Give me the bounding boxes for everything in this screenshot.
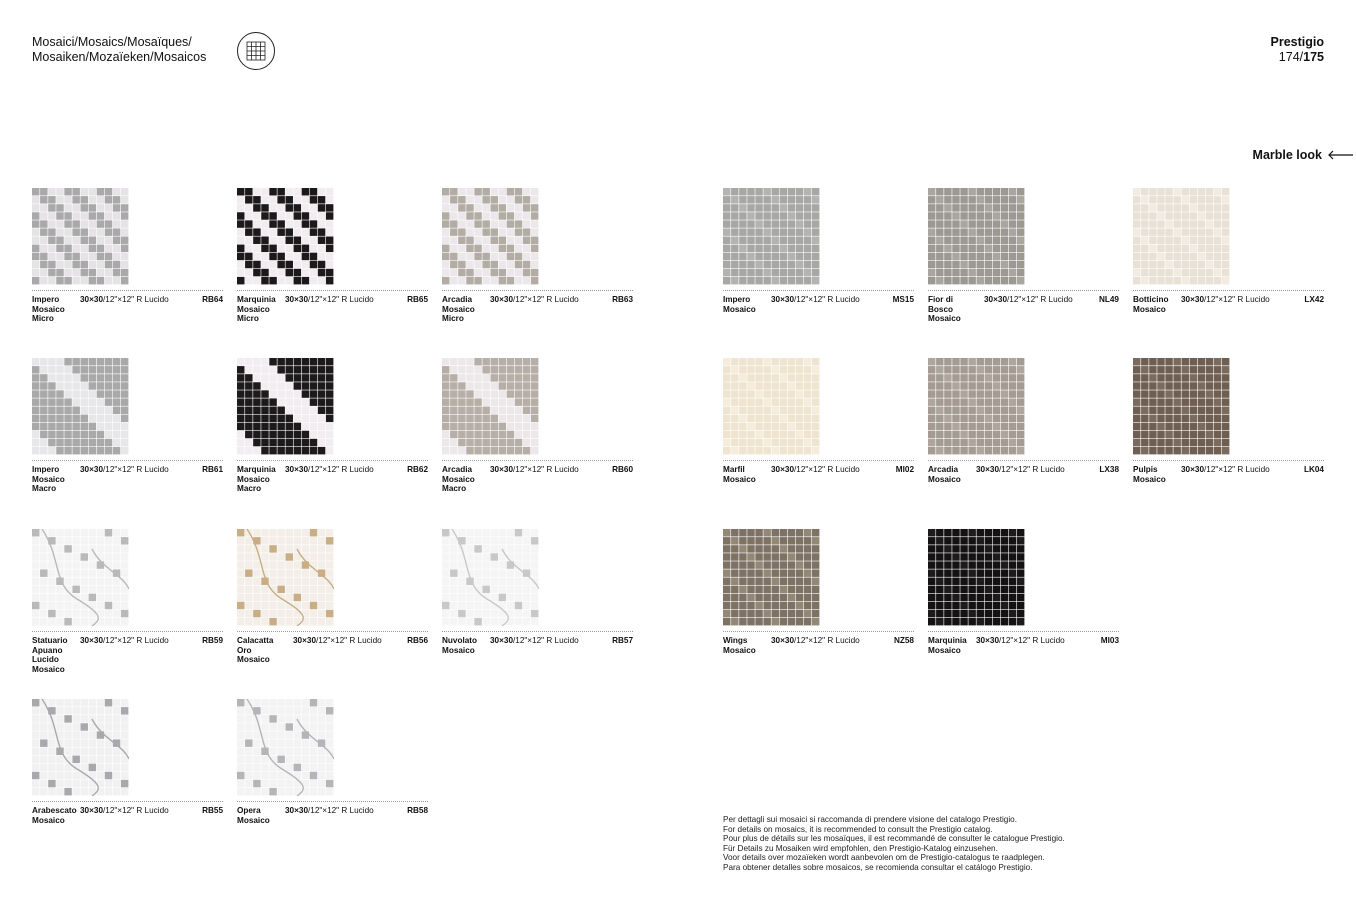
tile-name-line: Lucido [32, 655, 59, 665]
tile-code: MI03 [1100, 636, 1119, 645]
tile-size [976, 636, 1065, 646]
tile-name [928, 295, 980, 324]
tile-code: RB61 [202, 465, 223, 474]
page-right: 175 [1303, 50, 1324, 64]
tile-divider [723, 460, 914, 461]
tile-name-line: Botticino [1133, 295, 1169, 304]
tile-divider [237, 290, 428, 291]
tile-size [490, 295, 579, 305]
tile-name [928, 636, 980, 655]
tile-divider [442, 460, 633, 461]
tile-name-line: Macro [237, 484, 262, 494]
tile-divider [928, 290, 1119, 291]
tile-swatch [237, 699, 334, 796]
tile-name-line: Apuano [32, 645, 63, 655]
tile-swatch [723, 358, 820, 455]
tile-size-detail: /12"×12" R Lucido [794, 295, 860, 304]
tile-name-line: Mosaico [32, 474, 65, 484]
tile-size [1181, 465, 1270, 475]
tile-size-main: 30×30 [1181, 295, 1204, 304]
tile-size [1181, 295, 1270, 305]
tile-name [442, 636, 494, 655]
tile-name-line: Arcadia [442, 465, 473, 474]
tile-divider [237, 801, 428, 802]
product-tile-rb63 [442, 188, 633, 348]
brand-name: Prestigio [1270, 35, 1324, 49]
tile-swatch [928, 529, 1025, 626]
product-tile-rb59 [32, 529, 223, 689]
footnote-it: Per dettagli sui mosaici si raccomanda di prendere visione del catalogo Prestigio. [723, 815, 1017, 824]
tile-swatch [1133, 358, 1230, 455]
tile-name-line: Marquinia [237, 295, 276, 304]
tile-code: RB63 [612, 295, 633, 304]
tile-size-main: 30×30 [490, 465, 513, 474]
tile-size-main: 30×30 [285, 295, 308, 304]
tile-divider [442, 631, 633, 632]
tile-code: LK04 [1303, 465, 1324, 474]
footnote-de: Für Details zu Mosaiken wird empfohlen, den Prestigio-Katalog einzusehen. [723, 843, 998, 853]
tile-size-detail: /12"×12" R Lucido [513, 636, 579, 645]
tile-code: RB60 [612, 465, 633, 474]
tile-size [293, 636, 382, 646]
tile-name [32, 636, 84, 674]
tile-size-detail: /12"×12" R Lucido [1204, 295, 1270, 304]
category-line-2: Mosaiken/Mozaïeken/Mosaicos [32, 50, 207, 64]
tile-size [80, 465, 169, 475]
tile-name [442, 465, 494, 494]
page-left: 174/ [1278, 50, 1304, 64]
product-tile-lk04 [1133, 358, 1324, 518]
tile-name-line: Mosaico [723, 474, 756, 484]
tile-size-main: 30×30 [976, 465, 999, 474]
footnote-fr: Pour plus de détails sur les mosaïques, il est recommandé de consulter le catalogue Prestigio. [723, 834, 1065, 844]
tile-code: RB64 [202, 295, 223, 304]
product-tile-lx38 [928, 358, 1119, 518]
tile-size-main: 30×30 [285, 806, 308, 815]
tile-divider [928, 631, 1119, 632]
product-tile-rb62 [237, 358, 428, 518]
tile-swatch [237, 188, 334, 285]
footnote-es: Para obtener detalles sobre mosaicos, se recomienda consultar el catálogo Prestigio. [723, 862, 1033, 872]
product-tile-mi03 [928, 529, 1119, 689]
tile-size [80, 295, 169, 305]
mosaic-grid-icon [237, 32, 275, 70]
tile-size [80, 806, 169, 816]
tile-size [984, 295, 1073, 305]
product-tile-rb61 [32, 358, 223, 518]
tile-size-main: 30×30 [285, 465, 308, 474]
tile-name [237, 465, 289, 494]
footnote-en: For details on mosaics, it is recommended to consult the Prestigio catalog. [723, 824, 993, 834]
page-numbers [1271, 50, 1325, 65]
tile-divider [32, 631, 223, 632]
tile-divider [32, 290, 223, 291]
tile-code: RB58 [407, 806, 428, 815]
tile-name-line: Marquinia [237, 465, 276, 474]
tile-divider [723, 290, 914, 291]
tile-name-line: Wings [723, 636, 748, 645]
tile-size-detail: /12"×12" R Lucido [794, 636, 860, 645]
page-header-right [1271, 35, 1325, 65]
tile-name-line: Mosaico [442, 474, 475, 484]
tile-swatch [237, 358, 334, 455]
tile-name-line: Mosaico [928, 474, 961, 484]
tile-size-main: 30×30 [771, 636, 794, 645]
product-tile-rb55 [32, 699, 223, 859]
tile-name-line: Micro [442, 314, 464, 324]
tile-name [237, 295, 289, 324]
tile-divider [237, 460, 428, 461]
product-tile-rb56 [237, 529, 428, 689]
product-tile-rb64 [32, 188, 223, 348]
tile-size-detail: /12"×12" R Lucido [513, 465, 579, 474]
tile-size-detail: /12"×12" R Lucido [1007, 295, 1073, 304]
tile-name-line: Pulpis [1133, 465, 1158, 474]
tile-size [771, 636, 860, 646]
tile-code: RB59 [202, 636, 223, 645]
tile-code: RB62 [407, 465, 428, 474]
tile-code: RB55 [202, 806, 223, 815]
tile-name-line: Mosaico [723, 304, 756, 314]
tile-name [32, 806, 84, 825]
tile-name [1133, 295, 1185, 314]
tile-swatch [723, 529, 820, 626]
tile-size-detail: /12"×12" R Lucido [103, 465, 169, 474]
tile-name-line: Mosaico [237, 304, 270, 314]
tile-name [723, 465, 775, 484]
tile-code: RB57 [612, 636, 633, 645]
tile-size-main: 30×30 [293, 636, 316, 645]
tile-name-line: Arcadia [928, 465, 959, 474]
section-label-text: Marble look [1252, 148, 1322, 162]
tile-code: RB65 [407, 295, 428, 304]
tile-name-line: Fior di Bosco [928, 295, 954, 314]
tile-name-line: Micro [32, 314, 54, 324]
tile-swatch [723, 188, 820, 285]
tile-code: RB56 [407, 636, 428, 645]
tile-name [723, 636, 775, 655]
tile-name-line: Arcadia [442, 295, 473, 304]
tile-code: LX38 [1099, 465, 1119, 474]
tile-name-line: Macro [32, 484, 57, 494]
tile-size-detail: /12"×12" R Lucido [1204, 465, 1270, 474]
tile-size-detail: /12"×12" R Lucido [103, 636, 169, 645]
tile-size [285, 295, 374, 305]
tile-size-main: 30×30 [80, 806, 103, 815]
tile-size [976, 465, 1065, 475]
tile-name-line: Micro [237, 314, 259, 324]
tile-name-line: Mosaico [1133, 474, 1166, 484]
tile-name-line: Macro [442, 484, 467, 494]
tile-name-line: Opera [237, 806, 261, 815]
product-tile-ms15 [723, 188, 914, 348]
product-tile-rb57 [442, 529, 633, 689]
tile-size-detail: /12"×12" R Lucido [103, 295, 169, 304]
product-tile-lx42 [1133, 188, 1324, 348]
tile-swatch [442, 358, 539, 455]
tile-size-detail: /12"×12" R Lucido [513, 295, 579, 304]
tile-name [237, 806, 289, 825]
tile-name-line: Mosaico [1133, 304, 1166, 314]
footnote-nl: Voor details over mozaïeken wordt aanbevolen om de Prestigio-catalogus te raadplegen. [723, 853, 1045, 863]
tile-name-line: Mosaico [237, 655, 270, 665]
tile-name-line: Impero [32, 295, 60, 304]
tile-name [32, 465, 84, 494]
tile-divider [237, 631, 428, 632]
tile-name-line: Mosaico [32, 815, 65, 825]
tile-size-detail: /12"×12" R Lucido [308, 806, 374, 815]
footnote [723, 815, 1065, 873]
tile-size-detail: /12"×12" R Lucido [308, 465, 374, 474]
tile-code: NL49 [1098, 295, 1119, 304]
tile-name-line: Marfil [723, 465, 745, 474]
tile-size [285, 806, 374, 816]
tile-name [237, 636, 289, 665]
tile-divider [723, 631, 914, 632]
tile-name-line: Calacatta Oro [237, 636, 274, 655]
tile-divider [442, 290, 633, 291]
tile-divider [32, 801, 223, 802]
tile-swatch [1133, 188, 1230, 285]
tile-size-detail: /12"×12" R Lucido [103, 806, 169, 815]
tile-name [442, 295, 494, 324]
tile-code: MI02 [895, 465, 914, 474]
tile-divider [32, 460, 223, 461]
tile-size-main: 30×30 [490, 636, 513, 645]
tile-name-line: Mosaico [442, 304, 475, 314]
tile-code: MS15 [892, 295, 914, 304]
tile-name-line: Mosaico [32, 664, 65, 674]
tile-swatch [442, 188, 539, 285]
tile-size [490, 636, 579, 646]
tile-name-line: Mosaico [237, 474, 270, 484]
tile-size-main: 30×30 [80, 636, 103, 645]
tile-size [285, 465, 374, 475]
tile-swatch [32, 358, 129, 455]
tile-code: LX42 [1304, 295, 1324, 304]
tile-name-line: Nuvolato [442, 636, 478, 645]
section-label [1253, 148, 1354, 162]
product-tile-nz58 [723, 529, 914, 689]
arrow-left-icon [1328, 150, 1354, 160]
tile-swatch [32, 529, 129, 626]
tile-name-line: Statuario [32, 636, 68, 645]
tile-size [80, 636, 169, 646]
tile-size-detail: /12"×12" R Lucido [794, 465, 860, 474]
tile-size [490, 465, 579, 475]
tile-name-line: Mosaico [442, 645, 475, 655]
tile-size-main: 30×30 [490, 295, 513, 304]
tile-name-line: Mosaico [32, 304, 65, 314]
tile-size-detail: /12"×12" R Lucido [999, 465, 1065, 474]
tile-name [1133, 465, 1185, 484]
tile-size-detail: /12"×12" R Lucido [999, 636, 1065, 645]
tile-size-main: 30×30 [80, 295, 103, 304]
tile-size-main: 30×30 [771, 295, 794, 304]
tile-divider [1133, 290, 1324, 291]
tile-swatch [32, 188, 129, 285]
product-tile-mi02 [723, 358, 914, 518]
tile-swatch [442, 529, 539, 626]
tile-name-line: Arabescato [32, 806, 77, 815]
tile-size-main: 30×30 [771, 465, 794, 474]
category-line-1: Mosaici/Mosaics/Mosaïques/ [32, 35, 192, 49]
category-title [32, 35, 206, 65]
tile-size-main: 30×30 [976, 636, 999, 645]
tile-size [771, 465, 860, 475]
tile-swatch [32, 699, 129, 796]
tile-name-line: Mosaico [723, 645, 756, 655]
tile-size-main: 30×30 [984, 295, 1007, 304]
tile-name-line: Mosaico [928, 645, 961, 655]
tile-name-line: Impero [723, 295, 751, 304]
tile-code: NZ58 [893, 636, 914, 645]
tile-size-main: 30×30 [1181, 465, 1204, 474]
tile-swatch [237, 529, 334, 626]
tile-name [928, 465, 980, 484]
tile-name [723, 295, 775, 314]
product-tile-rb60 [442, 358, 633, 518]
tile-name-line: Mosaico [237, 815, 270, 825]
product-tile-rb65 [237, 188, 428, 348]
tile-name [32, 295, 84, 324]
tile-swatch [928, 358, 1025, 455]
product-tile-rb58 [237, 699, 428, 859]
tile-size-main: 30×30 [80, 465, 103, 474]
tile-name-line: Marquinia [928, 636, 967, 645]
tile-swatch [928, 188, 1025, 285]
tile-size-detail: /12"×12" R Lucido [308, 295, 374, 304]
tile-name-line: Impero [32, 465, 60, 474]
tile-name-line: Mosaico [928, 314, 961, 324]
tile-size-detail: /12"×12" R Lucido [316, 636, 382, 645]
tile-divider [928, 460, 1119, 461]
product-tile-nl49 [928, 188, 1119, 348]
tile-divider [1133, 460, 1324, 461]
tile-size [771, 295, 860, 305]
